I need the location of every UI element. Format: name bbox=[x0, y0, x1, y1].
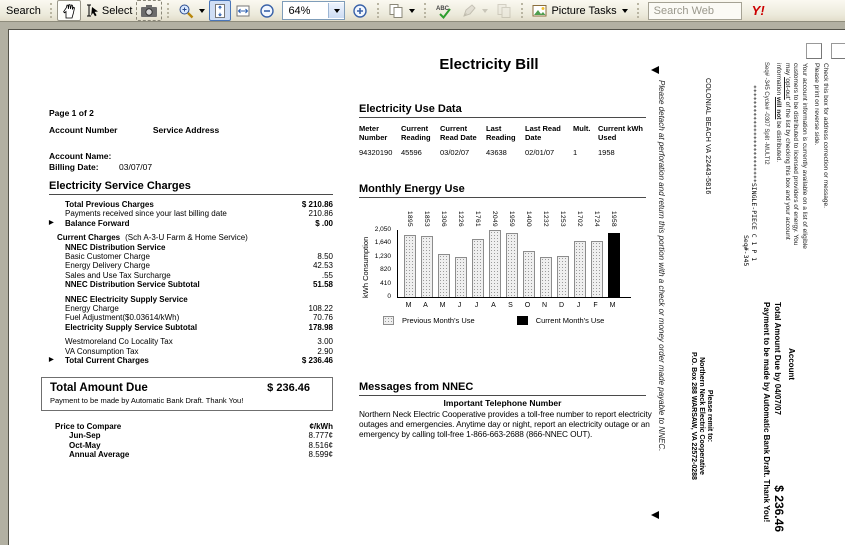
current-month-swatch bbox=[517, 316, 528, 325]
perforation-arrow-bottom-icon bbox=[651, 511, 659, 519]
fit-page-icon bbox=[213, 3, 227, 19]
sign-button[interactable] bbox=[457, 0, 492, 21]
y-axis-tick-label: 1,230 bbox=[374, 252, 391, 260]
spellcheck-icon bbox=[435, 3, 453, 19]
bar bbox=[472, 239, 484, 297]
row-arrow-icon: ▶ bbox=[49, 357, 54, 364]
detach-instructions: Please detach at perforation and return this portion with a check or money order made payable to NNEC. bbox=[657, 80, 666, 452]
use-data-value: 94320190 bbox=[359, 148, 393, 157]
charge-label: Energy Charge bbox=[65, 304, 119, 314]
use-data-header: Mult. bbox=[573, 124, 591, 133]
charge-label: Basic Customer Charge bbox=[65, 252, 150, 262]
x-axis-label: M bbox=[609, 302, 616, 309]
price-row-value: 8.516¢ bbox=[308, 440, 333, 450]
price-row-value: 8.599¢ bbox=[308, 450, 333, 460]
zoom-out-button[interactable] bbox=[255, 0, 279, 21]
bar-value-label: 1702 bbox=[576, 210, 583, 227]
row-arrow-spacer bbox=[49, 243, 57, 252]
price-row-label: Annual Average bbox=[69, 450, 130, 460]
legend-item-current bbox=[517, 316, 605, 325]
billing-date-row bbox=[49, 162, 153, 172]
charge-value: 42.53 bbox=[312, 261, 333, 271]
y-axis-title: kWh Consumption bbox=[361, 236, 370, 298]
charge-row bbox=[49, 304, 333, 313]
total-amount-due-label: Total Amount Due bbox=[50, 382, 148, 394]
bar-value-label: 1895 bbox=[406, 210, 413, 227]
price-rows bbox=[55, 431, 333, 460]
billing-date-value: 03/07/07 bbox=[119, 162, 153, 172]
address-correction-checkbox bbox=[806, 43, 822, 59]
bar bbox=[489, 230, 501, 297]
bar bbox=[591, 241, 603, 297]
charge-row bbox=[49, 347, 333, 356]
price-row bbox=[55, 441, 333, 451]
minus-circle-icon bbox=[259, 3, 275, 19]
use-data-value: 03/02/07 bbox=[440, 148, 470, 157]
charge-row bbox=[49, 243, 333, 252]
page-title: Electricity Bill bbox=[439, 56, 539, 73]
charge-value: 70.76 bbox=[312, 313, 333, 323]
toolbar-grip[interactable] bbox=[50, 3, 52, 18]
monthly-energy-heading: Monthly Energy Use bbox=[359, 183, 646, 198]
charge-row bbox=[49, 295, 333, 304]
bar-value-label: 1253 bbox=[559, 210, 566, 227]
use-data-value: 43638 bbox=[486, 148, 507, 157]
chart-legend bbox=[383, 316, 604, 325]
payment-stub bbox=[762, 302, 796, 534]
billing-date-label: Billing Date: bbox=[49, 162, 99, 172]
use-data-value: 45596 bbox=[401, 148, 422, 157]
signature-pen-icon bbox=[461, 3, 477, 19]
use-data-value: 02/01/07 bbox=[525, 148, 555, 157]
single-piece-code: *************************SINGLE-PIECE C 1 P 1 bbox=[750, 85, 758, 262]
bar-value-label: 1226 bbox=[457, 210, 464, 227]
charge-label: Current Charges bbox=[57, 233, 121, 243]
fit-page-button[interactable] bbox=[209, 0, 231, 21]
row-arrow-spacer bbox=[49, 295, 57, 304]
previous-month-swatch bbox=[383, 316, 394, 325]
y-axis-tick-label: 0 bbox=[387, 293, 391, 300]
optout-notice bbox=[774, 63, 808, 255]
snapshot-tool-button[interactable] bbox=[136, 0, 162, 21]
messages-heading: Messages from NNEC bbox=[359, 381, 646, 396]
y-axis-tick-label: 2,050 bbox=[374, 226, 391, 233]
charge-label: Balance Forward bbox=[65, 218, 130, 228]
charge-label: Fuel Adjustment($0.03614/kWh) bbox=[65, 313, 180, 323]
sign-dropdown-arrow bbox=[482, 9, 488, 13]
picture-tasks-dropdown-arrow[interactable] bbox=[622, 9, 628, 13]
row-arrow-spacer bbox=[49, 323, 57, 332]
use-data-header: Current Read Date bbox=[440, 124, 477, 142]
bar bbox=[540, 257, 552, 297]
total-amount-due-box bbox=[41, 377, 333, 411]
charge-value: $ 210.86 bbox=[301, 200, 333, 209]
chart-column bbox=[554, 210, 571, 297]
charge-row bbox=[49, 233, 333, 242]
x-axis-label: M bbox=[405, 302, 412, 309]
charge-value: $ 236.46 bbox=[301, 356, 333, 366]
account-header bbox=[49, 125, 219, 135]
use-data-header: Last Reading bbox=[486, 124, 516, 142]
remit-to-name: Northern Neck Electric Cooperative bbox=[698, 357, 705, 475]
charge-label: Electricity Supply Service Subtotal bbox=[65, 322, 198, 332]
service-address-label: Service Address bbox=[152, 125, 220, 135]
price-to-compare bbox=[55, 422, 333, 460]
use-data-value: 1958 bbox=[598, 148, 615, 157]
price-row-label: Oct-May bbox=[69, 440, 101, 450]
x-axis-label: F bbox=[593, 302, 598, 309]
charge-label: Sales and Use Tax Surcharge bbox=[65, 270, 171, 280]
stub-account-label: Account bbox=[787, 348, 796, 380]
use-data-header: Current Reading bbox=[401, 124, 431, 142]
total-amount-due-value: $ 236.46 bbox=[267, 382, 310, 394]
charge-label: NNEC Distribution Service bbox=[65, 242, 166, 252]
spellcheck-button[interactable] bbox=[431, 0, 457, 21]
bar bbox=[421, 236, 433, 297]
hand-icon bbox=[61, 3, 77, 19]
bar-value-label: 2049 bbox=[491, 210, 498, 227]
stub-amount: $ 236.46 bbox=[772, 485, 786, 532]
chart-column bbox=[520, 210, 537, 297]
charge-row bbox=[49, 313, 333, 322]
copy-pages-button[interactable] bbox=[492, 0, 516, 21]
price-row-value: 8.777¢ bbox=[308, 431, 333, 440]
charge-row bbox=[49, 200, 333, 209]
optout-text-3: be distributed. bbox=[775, 119, 783, 162]
toolbar-grip[interactable] bbox=[377, 3, 379, 18]
chart-column bbox=[435, 210, 452, 297]
y-axis-tick-label: 410 bbox=[380, 279, 391, 287]
bar-value-label: 1232 bbox=[542, 210, 549, 227]
optout-text-2: of the list by checking this box and your account information bbox=[775, 63, 791, 240]
chart-column bbox=[469, 210, 486, 297]
charge-value: 3.00 bbox=[317, 337, 333, 347]
pages-icon bbox=[388, 3, 404, 19]
y-axis-tick-label: 820 bbox=[380, 266, 391, 274]
x-axis-label: S bbox=[508, 302, 513, 309]
will-not-underlined: will not bbox=[775, 96, 783, 120]
use-data-value: 1 bbox=[573, 148, 578, 157]
service-charges-rows bbox=[49, 200, 333, 366]
bar-value-label: 1761 bbox=[474, 210, 481, 227]
perforation-arrow-top-icon bbox=[651, 66, 659, 74]
chart-x-labels bbox=[400, 302, 630, 309]
remit-to-block bbox=[689, 342, 713, 490]
price-to-compare-heading: Price to Compare bbox=[55, 422, 122, 431]
mail-seq-number: Seq#-345 bbox=[742, 235, 750, 267]
select-tool-label: Select bbox=[101, 4, 133, 17]
service-charges-heading: Electricity Service Charges bbox=[49, 180, 333, 195]
picture-tasks-button[interactable] bbox=[528, 0, 631, 21]
x-axis-label: J bbox=[474, 302, 479, 309]
use-data-header: Meter Number bbox=[359, 124, 388, 142]
search-web-input[interactable] bbox=[648, 2, 742, 20]
charge-label: Payments received since your last billing date bbox=[65, 209, 227, 219]
x-axis-label: M bbox=[439, 302, 446, 309]
row-arrow-spacer bbox=[49, 304, 57, 313]
chart-column bbox=[537, 210, 554, 297]
chart-column bbox=[418, 210, 435, 297]
remit-to-address: P.O. Box 288 WARSAW, VA 22572-0288 bbox=[690, 352, 697, 480]
x-axis-label: O bbox=[524, 302, 531, 309]
bar bbox=[438, 254, 450, 297]
mailing-city-line: COLONIAL BEACH VA 22443-5816 bbox=[704, 78, 711, 195]
mail-sort-line bbox=[742, 85, 758, 353]
bar-value-label: 1958 bbox=[610, 210, 617, 227]
row-arrow-spacer bbox=[49, 280, 57, 289]
chart-column bbox=[503, 210, 520, 297]
optout-underlined: 'opt-out' bbox=[784, 77, 791, 100]
stub-due-line: Total Amount Due by 04/07/07 bbox=[773, 302, 782, 415]
charge-label: NNEC Electricity Supply Service bbox=[65, 294, 188, 304]
charge-label: NNEC Distribution Service Subtotal bbox=[65, 280, 200, 290]
zoom-level-value[interactable]: 64% bbox=[288, 4, 311, 17]
charge-value: 108.22 bbox=[308, 304, 333, 314]
bar-value-label: 1306 bbox=[440, 210, 447, 227]
optout-text-1: Your account information is currently available on a list of eligible customers to be distributed to licensed providers of energy. You may bbox=[784, 63, 808, 249]
bar bbox=[557, 256, 569, 297]
bar-value-label: 1853 bbox=[423, 210, 430, 227]
legend-current-label: Current Month's Use bbox=[535, 316, 605, 325]
ibeam-cursor-icon bbox=[85, 3, 99, 18]
camera-icon bbox=[140, 4, 158, 18]
hand-tool-button[interactable] bbox=[57, 0, 81, 21]
chart-plot bbox=[397, 210, 631, 298]
toolbar-grip[interactable] bbox=[424, 3, 426, 18]
address-correction-notice: Check this box for address correction or message. Please print on reverse side. bbox=[813, 63, 829, 208]
remit-to-label: Please remit to: bbox=[706, 389, 713, 443]
charge-value: 210.86 bbox=[308, 209, 333, 219]
row-arrow-spacer bbox=[49, 200, 57, 209]
row-arrow-spacer bbox=[49, 233, 57, 242]
stub-payment-note: Payment to be made by Automatic Bank Draft. Thank You! bbox=[762, 302, 771, 523]
price-row bbox=[55, 450, 333, 460]
bar-value-label: 1400 bbox=[525, 210, 532, 227]
row-arrow-spacer bbox=[49, 252, 57, 261]
magnifier-plus-icon bbox=[178, 3, 194, 19]
plus-circle-icon bbox=[352, 3, 368, 19]
charge-note: (Sch A-3-U Farm & Home Service) bbox=[125, 233, 248, 243]
current-month-bar bbox=[608, 233, 620, 297]
row-arrow-spacer bbox=[49, 209, 57, 218]
search-button[interactable] bbox=[0, 0, 45, 21]
x-axis-label: J bbox=[457, 302, 462, 309]
toolbar-grip[interactable] bbox=[637, 3, 639, 18]
charge-row bbox=[49, 271, 333, 280]
charge-value: 51.58 bbox=[312, 280, 333, 290]
row-arrow-spacer bbox=[49, 313, 57, 322]
use-data-header: Current kWh Used bbox=[598, 124, 643, 142]
chart-column bbox=[571, 210, 588, 297]
zoom-tool-button[interactable] bbox=[174, 0, 209, 21]
row-arrow-icon: ▶ bbox=[49, 219, 54, 226]
charge-row bbox=[49, 219, 333, 228]
seq-cycle-split-line: Seq# -345 Cycle# -0307 Split -MULTI2 bbox=[763, 62, 769, 165]
use-data-heading: Electricity Use Data bbox=[359, 103, 646, 118]
select-tool-button[interactable] bbox=[81, 0, 137, 21]
x-axis-label: D bbox=[558, 302, 565, 309]
x-axis-label: A bbox=[491, 302, 496, 309]
bar bbox=[404, 235, 416, 297]
chart-column bbox=[486, 210, 503, 297]
use-data-header: Last Read Date bbox=[525, 124, 561, 142]
bar bbox=[523, 251, 535, 297]
zoom-tool-dropdown-arrow[interactable] bbox=[199, 9, 205, 13]
charge-value: 178.98 bbox=[308, 322, 333, 332]
use-data-table bbox=[359, 124, 651, 157]
price-row-label: Jun-Sep bbox=[69, 431, 101, 440]
fit-width-icon bbox=[235, 4, 251, 18]
picture-tasks-icon bbox=[532, 3, 548, 19]
account-name-label: Account Name: bbox=[49, 151, 112, 161]
bar bbox=[574, 241, 586, 297]
messages-body: Northern Neck Electric Cooperative provides a toll-free number to report electricity outages and emergencies. Anytime day or night, report an electricity outage or an emergency by calling toll-free 1-866-663-2688 (866-NNEC OUT). bbox=[359, 409, 652, 439]
charge-row bbox=[49, 252, 333, 261]
charge-row bbox=[49, 356, 333, 365]
charge-row bbox=[49, 261, 333, 270]
price-unit-label: ¢/kWh bbox=[309, 422, 333, 431]
charge-label: Energy Delivery Charge bbox=[65, 261, 150, 271]
charge-label: Westmoreland Co Locality Tax bbox=[65, 337, 173, 347]
x-axis-label: A bbox=[423, 302, 428, 309]
page-layout-dropdown-arrow[interactable] bbox=[409, 9, 415, 13]
fit-width-button[interactable] bbox=[231, 0, 255, 21]
charge-value: 8.50 bbox=[317, 252, 333, 262]
bar-value-label: 1959 bbox=[508, 210, 515, 227]
search-button-label: Search bbox=[6, 4, 41, 17]
row-arrow-spacer bbox=[49, 337, 57, 346]
charge-row bbox=[49, 280, 333, 289]
zoom-in-button[interactable] bbox=[348, 0, 372, 21]
page-indicator: Page 1 of 2 bbox=[49, 108, 94, 118]
copy-icon bbox=[496, 3, 512, 19]
page-layout-button[interactable] bbox=[384, 0, 419, 21]
bar-value-label: 1724 bbox=[593, 210, 600, 227]
zoom-level-combobox[interactable] bbox=[282, 1, 345, 20]
messages-subheading: Important Telephone Number bbox=[443, 398, 562, 408]
toolbar-grip[interactable] bbox=[167, 3, 169, 18]
bar bbox=[506, 233, 518, 297]
toolbar bbox=[0, 0, 845, 22]
charge-value: 2.90 bbox=[317, 346, 333, 356]
charge-label: Total Previous Charges bbox=[65, 200, 154, 209]
legend-previous-label: Previous Month's Use bbox=[402, 316, 475, 325]
svg-text:ABC: ABC bbox=[436, 5, 450, 12]
charge-value: $ .00 bbox=[315, 218, 333, 228]
charge-label: Total Current Charges bbox=[65, 356, 149, 366]
chart-column bbox=[401, 210, 418, 297]
bar bbox=[455, 257, 467, 297]
charge-row bbox=[49, 337, 333, 346]
optout-checkbox bbox=[831, 43, 845, 59]
row-arrow-spacer bbox=[49, 347, 57, 356]
price-row bbox=[55, 431, 333, 441]
account-number-label: Account Number bbox=[49, 125, 118, 135]
chevron-down-icon bbox=[334, 9, 340, 13]
charge-row bbox=[49, 209, 333, 218]
chart-y-ticks bbox=[357, 198, 393, 308]
charge-label: VA Consumption Tax bbox=[65, 346, 139, 356]
picture-tasks-label: Picture Tasks bbox=[551, 4, 617, 17]
yahoo-icon[interactable]: Y! bbox=[751, 3, 765, 18]
x-axis-label: J bbox=[576, 302, 581, 309]
chart-column bbox=[605, 210, 622, 297]
document-page bbox=[8, 29, 845, 545]
payment-method-note: Payment to be made by Automatic Bank Draft. Thank You! bbox=[50, 396, 244, 405]
monthly-energy-chart bbox=[357, 198, 649, 348]
row-arrow-spacer bbox=[49, 271, 57, 280]
toolbar-grip[interactable] bbox=[521, 3, 523, 18]
row-arrow-spacer bbox=[49, 261, 57, 270]
chart-column bbox=[588, 210, 605, 297]
charge-value: .55 bbox=[321, 270, 333, 280]
x-axis-label: N bbox=[541, 302, 548, 309]
y-axis-tick-label: 1,640 bbox=[374, 239, 391, 247]
chart-column bbox=[452, 210, 469, 297]
legend-item-previous bbox=[383, 316, 475, 325]
zoom-level-dropdown[interactable] bbox=[328, 3, 344, 18]
charge-row bbox=[49, 323, 333, 332]
search-web-placeholder: Search Web bbox=[653, 4, 714, 17]
